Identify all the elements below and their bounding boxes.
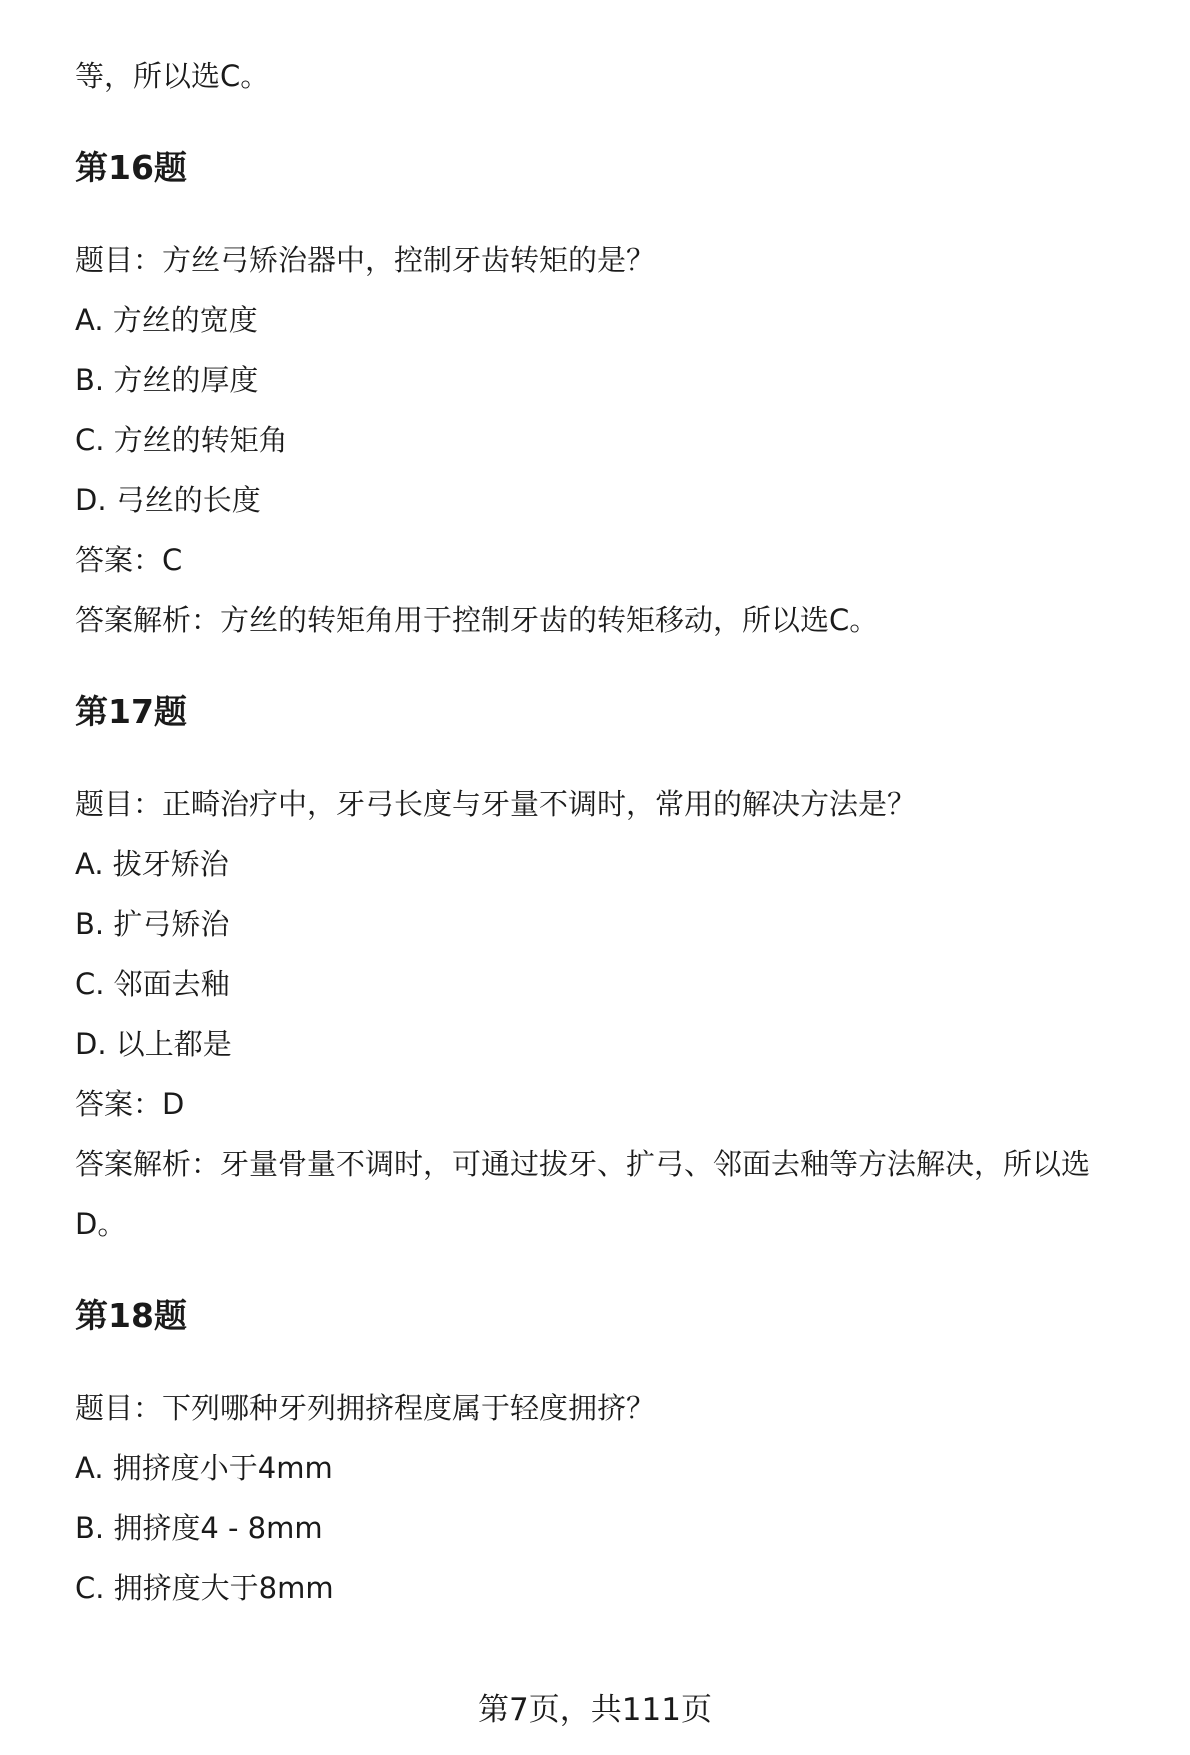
option-d: D. 弓丝的长度 bbox=[75, 483, 261, 517]
page-content bbox=[75, 46, 1135, 1618]
option-b: B. 拥挤度4 - 8mm bbox=[75, 1511, 323, 1545]
question-17 bbox=[75, 690, 1135, 1254]
question-18 bbox=[75, 1294, 1135, 1618]
question-16 bbox=[75, 146, 1135, 650]
question-text: 题目：方丝弓矫治器中，控制牙齿转矩的是？ bbox=[75, 243, 656, 277]
option-d: D. 以上都是 bbox=[75, 1027, 232, 1061]
continuation-text: 等，所以选C。 bbox=[75, 59, 270, 93]
option-c: C. 邻面去釉 bbox=[75, 967, 230, 1001]
option-c: C. 方丝的转矩角 bbox=[75, 423, 288, 457]
explanation: 答案解析：牙量骨量不调时，可通过拔牙、扩弓、邻面去釉等方法解决，所以选D。 bbox=[75, 1147, 1091, 1241]
option-a: A. 拥挤度小于4mm bbox=[75, 1451, 333, 1485]
question-text: 题目：下列哪种牙列拥挤程度属于轻度拥挤？ bbox=[75, 1391, 656, 1425]
question-heading: 第18题 bbox=[75, 1296, 187, 1335]
question-heading: 第17题 bbox=[75, 692, 187, 731]
answer: 答案：C bbox=[75, 543, 183, 577]
option-a: A. 拔牙矫治 bbox=[75, 847, 229, 881]
option-a: A. 方丝的宽度 bbox=[75, 303, 258, 337]
page-footer: 第7页，共111页 bbox=[478, 1692, 712, 1728]
option-b: B. 扩弓矫治 bbox=[75, 907, 230, 941]
question-text: 题目：正畸治疗中，牙弓长度与牙量不调时，常用的解决方法是？ bbox=[75, 787, 917, 821]
explanation: 答案解析：方丝的转矩角用于控制牙齿的转矩移动，所以选C。 bbox=[75, 603, 879, 637]
option-c: C. 拥挤度大于8mm bbox=[75, 1571, 334, 1605]
option-b: B. 方丝的厚度 bbox=[75, 363, 259, 397]
question-heading: 第16题 bbox=[75, 148, 187, 187]
answer: 答案：D bbox=[75, 1087, 185, 1121]
